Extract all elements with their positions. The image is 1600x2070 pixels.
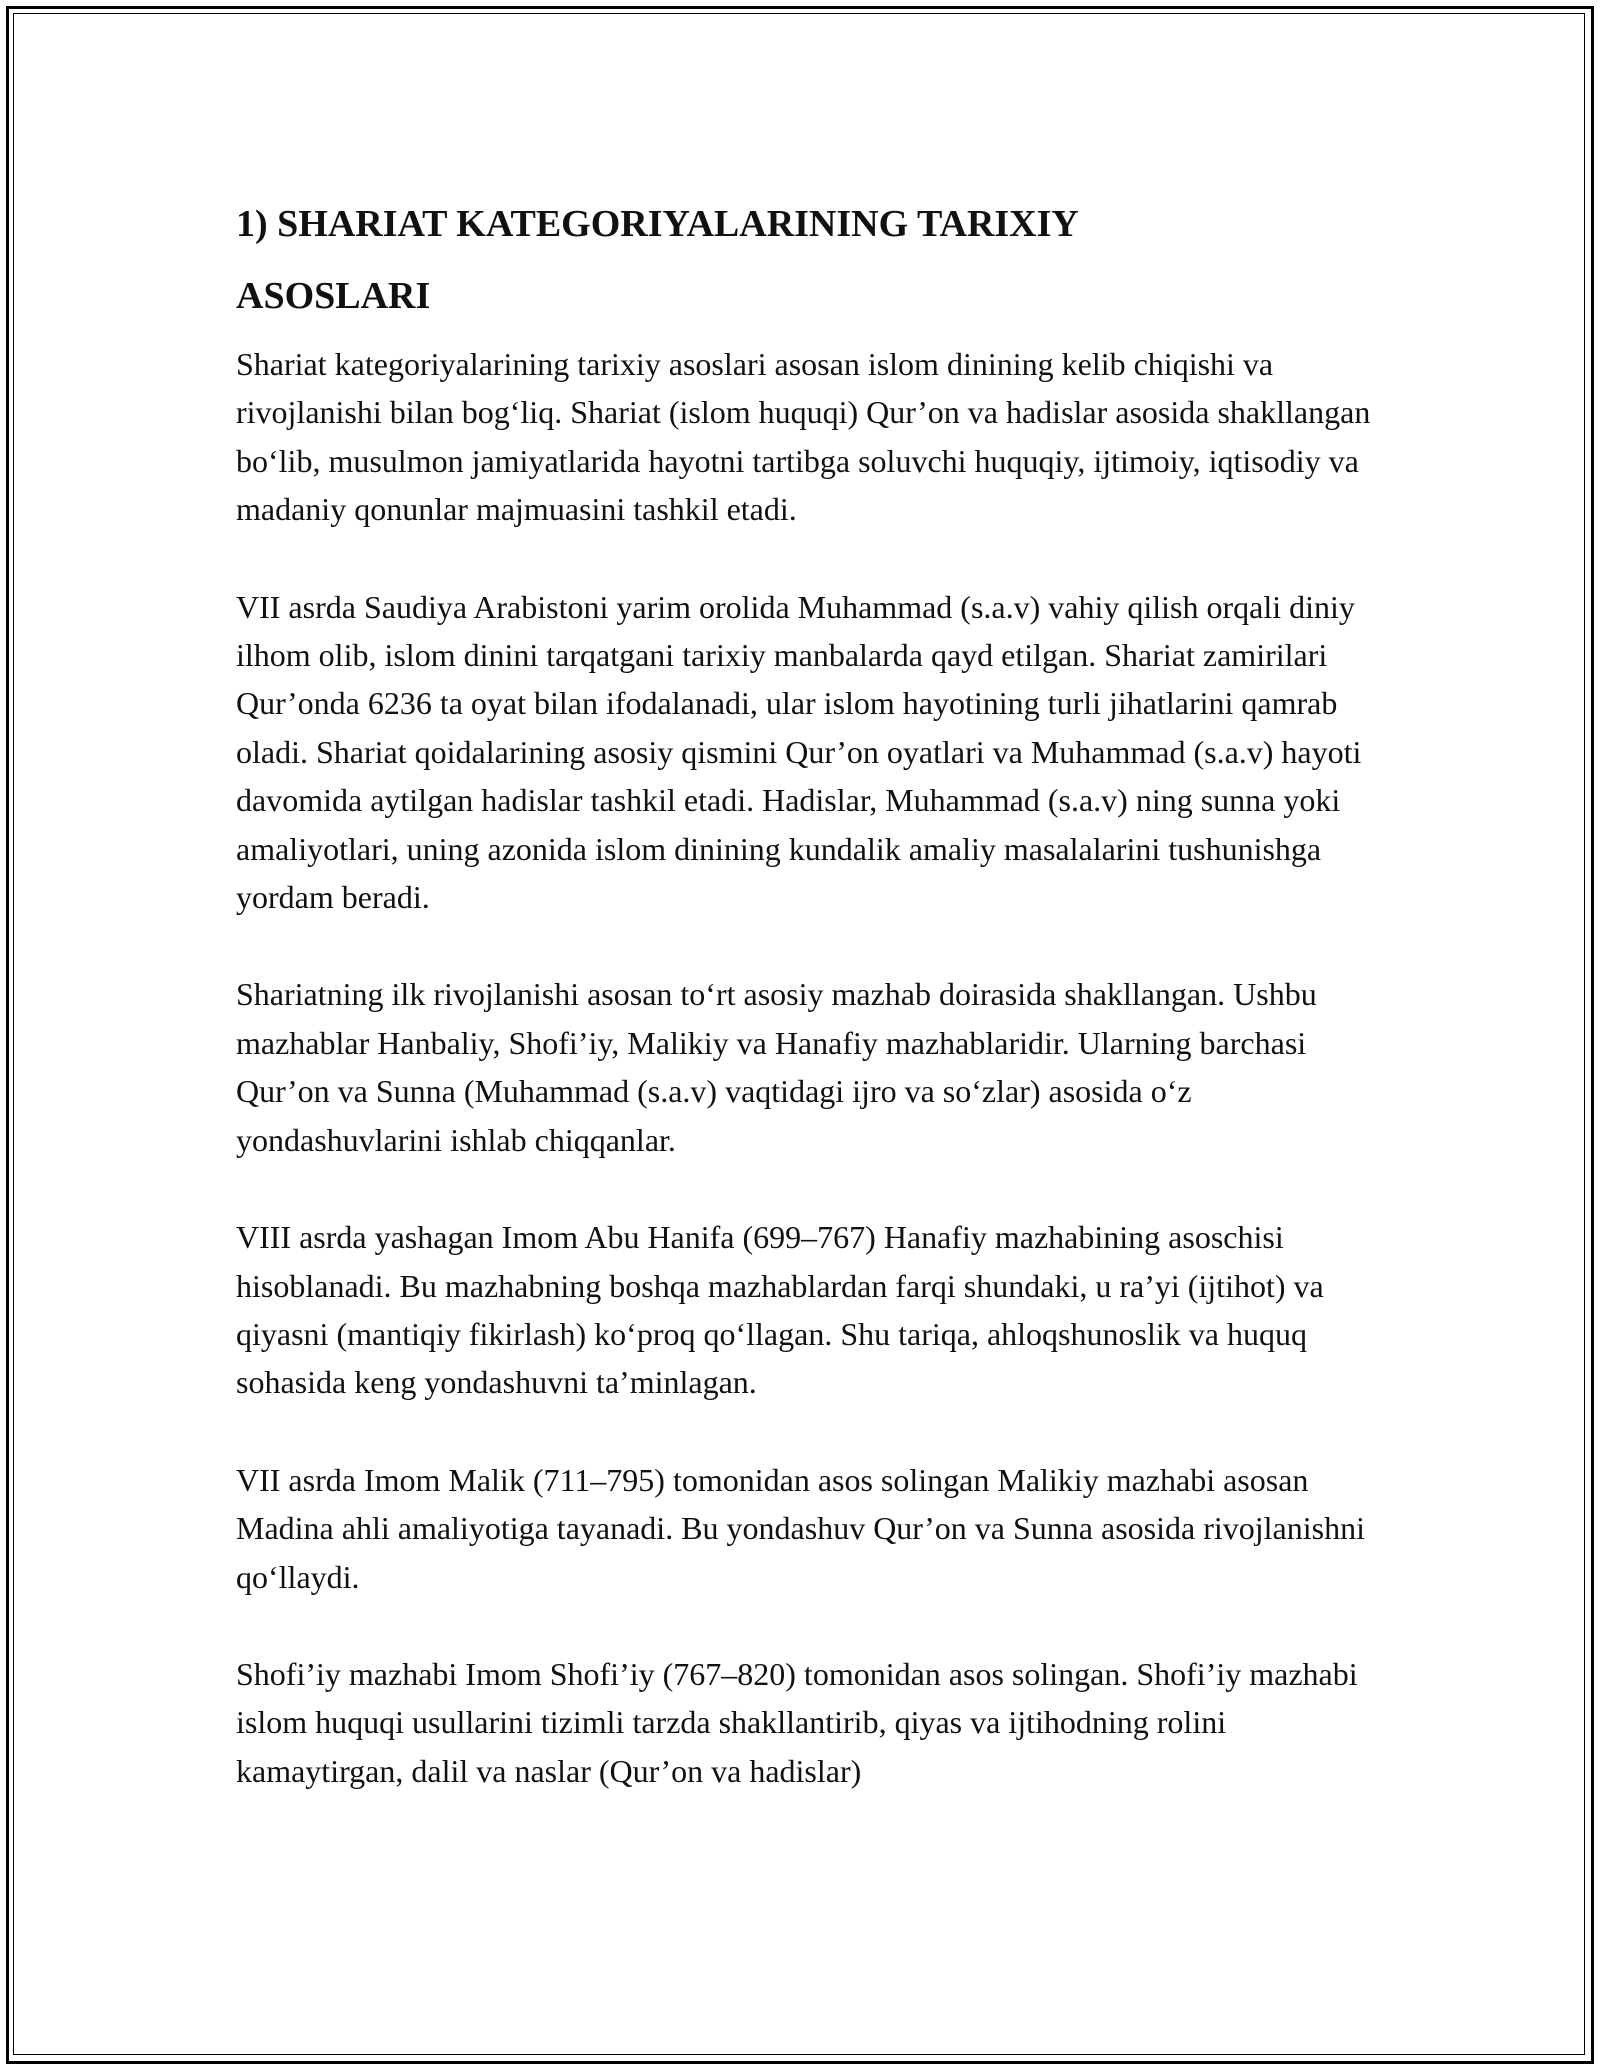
paragraph-6: Shofi’iy mazhabi Imom Shofi’iy (767–820) tomonidan asos solingan. Shofi’iy mazhabi islom huquqi usullarini tizimli tarzda shakllantirib, qiyas va ijtihodning rolini kamaytirgan, dalil va naslar (Qur’on va hadislar) bbox=[236, 1655, 1358, 1789]
section-heading: 1) SHARIAT KATEGORIYALARINING TARIXIY ASOSLARI bbox=[236, 203, 1078, 317]
paragraph-4: VIII asrda yashagan Imom Abu Hanifa (699–767) Hanafiy mazhabining asoschisi hisoblanadi. Bu mazhabning boshqa mazhablardan farqi shundaki, u ra’yi (ijtihot) va qiyasni (mantiqiy fikirlash) ko‘proq qo‘llagan. Shu tariqa, ahloqshunoslik va huquq sohasida keng yondashuvni ta’minlagan. bbox=[236, 1219, 1324, 1401]
document-body bbox=[236, 188, 1376, 1795]
paragraph-2: VII asrda Saudiya Arabistoni yarim orolida Muhammad (s.a.v) vahiy qilish orqali diniy ilhom olib, islom dinini tarqatgani tarixiy manbalarda qayd etilgan. Shariat zamirilari Qur’onda 6236 ta oyat bilan ifodalanadi, ular islom hayotining turli jihatlarini qamrab oladi. Shariat qoidalarining asosiy qismini Qur’on oyatlari va Muhammad (s.a.v) hayoti davomida aytilgan hadislar tashkil etadi. Hadislar, Muhammad (s.a.v) ning sunna yoki amaliyotlari, uning azonida islom dinining kundalik amaliy masalalarini tushunishga yordam beradi. bbox=[236, 588, 1362, 916]
paragraph-3: Shariatning ilk rivojlanishi asosan to‘rt asosiy mazhab doirasida shakllangan. Ushbu mazhablar Hanbaliy, Shofi’iy, Malikiy va Hanafiy mazhablaridir. Ularning barchasi Qur’on va Sunna (Muhammad (s.a.v) vaqtidagi ijro va so‘zlar) asosida o‘z yondashuvlarini ishlab chiqqanlar. bbox=[236, 976, 1317, 1158]
paragraph-1: Shariat kategoriyalarining tarixiy asoslari asosan islom dinining kelib chiqishi va rivojlanishi bilan bog‘liq. Shariat (islom huquqi) Qur’on va hadislar asosida shakllangan bo‘lib, musulmon jamiyatlarida hayotni tartibga soluvchi huquqiy, ijtimoiy, iqtisodiy va madaniy qonunlar majmuasini tashkil etadi. bbox=[236, 346, 1371, 528]
paragraph-5: VII asrda Imom Malik (711–795) tomonidan asos solingan Malikiy mazhabi asosan Madina ahli amaliyotiga tayanadi. Bu yondashuv Qur’on va Sunna asosida rivojlanishni qo‘llaydi. bbox=[236, 1461, 1365, 1595]
